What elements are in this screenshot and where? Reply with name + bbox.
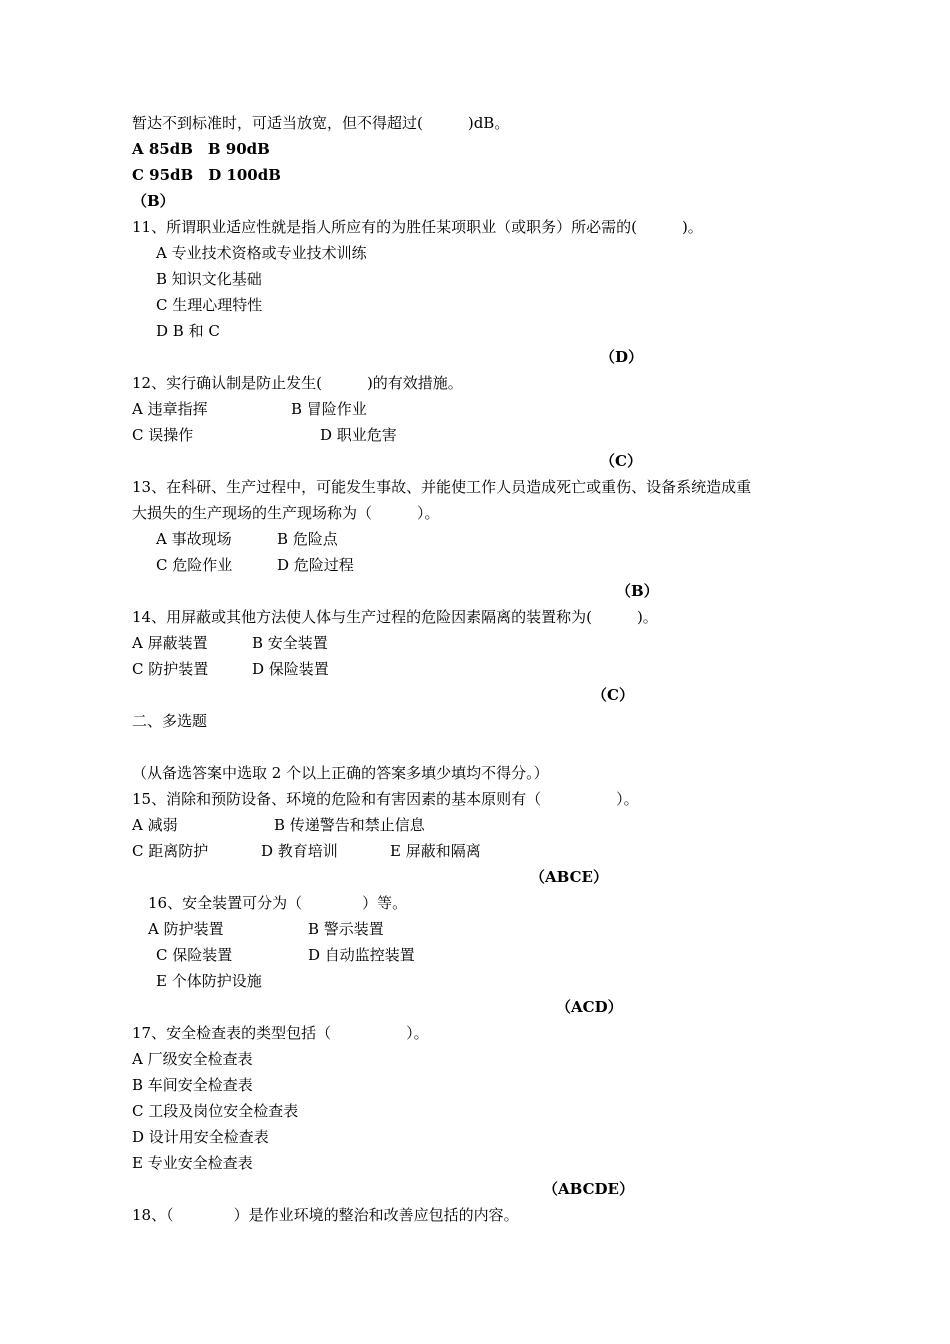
answer: （B） — [616, 582, 659, 600]
option-e: E 屏蔽和隔离 — [390, 842, 481, 860]
question-18: 18、（ ）是作业环境的整治和改善应包括的内容。 — [132, 1206, 519, 1224]
question-13-cont: 大损失的生产现场的生产现场称为（ ）。 — [132, 504, 440, 522]
option-a: A 厂级安全检查表 — [132, 1050, 253, 1068]
option-d: D 保险装置 — [252, 660, 329, 678]
option-line: C 95dB D 100dB — [132, 166, 281, 184]
option-d: D 教育培训 — [261, 842, 338, 860]
option-c: C 工段及岗位安全检查表 — [132, 1102, 299, 1120]
option-b: B 传递警告和禁止信息 — [274, 816, 425, 834]
option-c: C 危险作业 — [156, 556, 233, 574]
option-line: A 85dB B 90dB — [132, 140, 270, 158]
option-d: D 自动监控装置 — [308, 946, 415, 964]
section-instruction: （从备选答案中选取 2 个以上正确的答案多填少填均不得分。） — [132, 764, 549, 782]
option-b: B 车间安全检查表 — [132, 1076, 253, 1094]
option-d: D 职业危害 — [320, 426, 397, 444]
question-17: 17、安全检查表的类型包括（ ）。 — [132, 1024, 429, 1042]
answer: （C） — [600, 452, 642, 470]
answer: （ACD） — [556, 998, 623, 1016]
option-c: C 生理心理特性 — [156, 296, 263, 314]
option-d: D 设计用安全检查表 — [132, 1128, 269, 1146]
text-line: 暂达不到标准时，可适当放宽，但不得超过( )dB。 — [132, 114, 510, 132]
option-b: B 知识文化基础 — [156, 270, 262, 288]
option-a: A 违章指挥 — [132, 400, 208, 418]
option-a: A 减弱 — [132, 816, 178, 834]
section-heading: 二、多选题 — [132, 712, 208, 730]
option-d: D 危险过程 — [277, 556, 354, 574]
option-a: A 防护装置 — [148, 920, 224, 938]
option-b: B 危险点 — [277, 530, 338, 548]
option-c: C 距离防护 — [132, 842, 209, 860]
option-b: B 安全装置 — [252, 634, 328, 652]
option-a: A 屏蔽装置 — [132, 634, 208, 652]
question-15: 15、消除和预防设备、环境的危险和有害因素的基本原则有（ ）。 — [132, 790, 639, 808]
option-e: E 个体防护设施 — [156, 972, 262, 990]
option-a: A 事故现场 — [156, 530, 232, 548]
option-d: D B 和 C — [156, 322, 220, 340]
option-a: A 专业技术资格或专业技术训练 — [156, 244, 367, 262]
option-b: B 警示装置 — [308, 920, 384, 938]
option-c: C 保险装置 — [156, 946, 233, 964]
answer: （ABCE） — [530, 868, 608, 886]
answer: （B） — [132, 192, 175, 210]
option-c: C 误操作 — [132, 426, 194, 444]
question-14: 14、用屏蔽或其他方法使人体与生产过程的危险因素隔离的装置称为( )。 — [132, 608, 658, 626]
question-13: 13、在科研、生产过程中，可能发生事故、并能使工作人员造成死亡或重伤、设备系统造成重 — [132, 478, 752, 496]
answer: （ABCDE） — [543, 1180, 634, 1198]
question-12: 12、实行确认制是防止发生( )的有效措施。 — [132, 374, 463, 392]
option-b: B 冒险作业 — [291, 400, 367, 418]
answer: （C） — [592, 686, 634, 704]
answer: （D） — [600, 348, 644, 366]
option-c: C 防护装置 — [132, 660, 209, 678]
option-e: E 专业安全检查表 — [132, 1154, 253, 1172]
question-11: 11、所谓职业适应性就是指人所应有的为胜任某项职业（或职务）所必需的( )。 — [132, 218, 703, 236]
question-16: 16、安全装置可分为（ ）等。 — [148, 894, 408, 912]
